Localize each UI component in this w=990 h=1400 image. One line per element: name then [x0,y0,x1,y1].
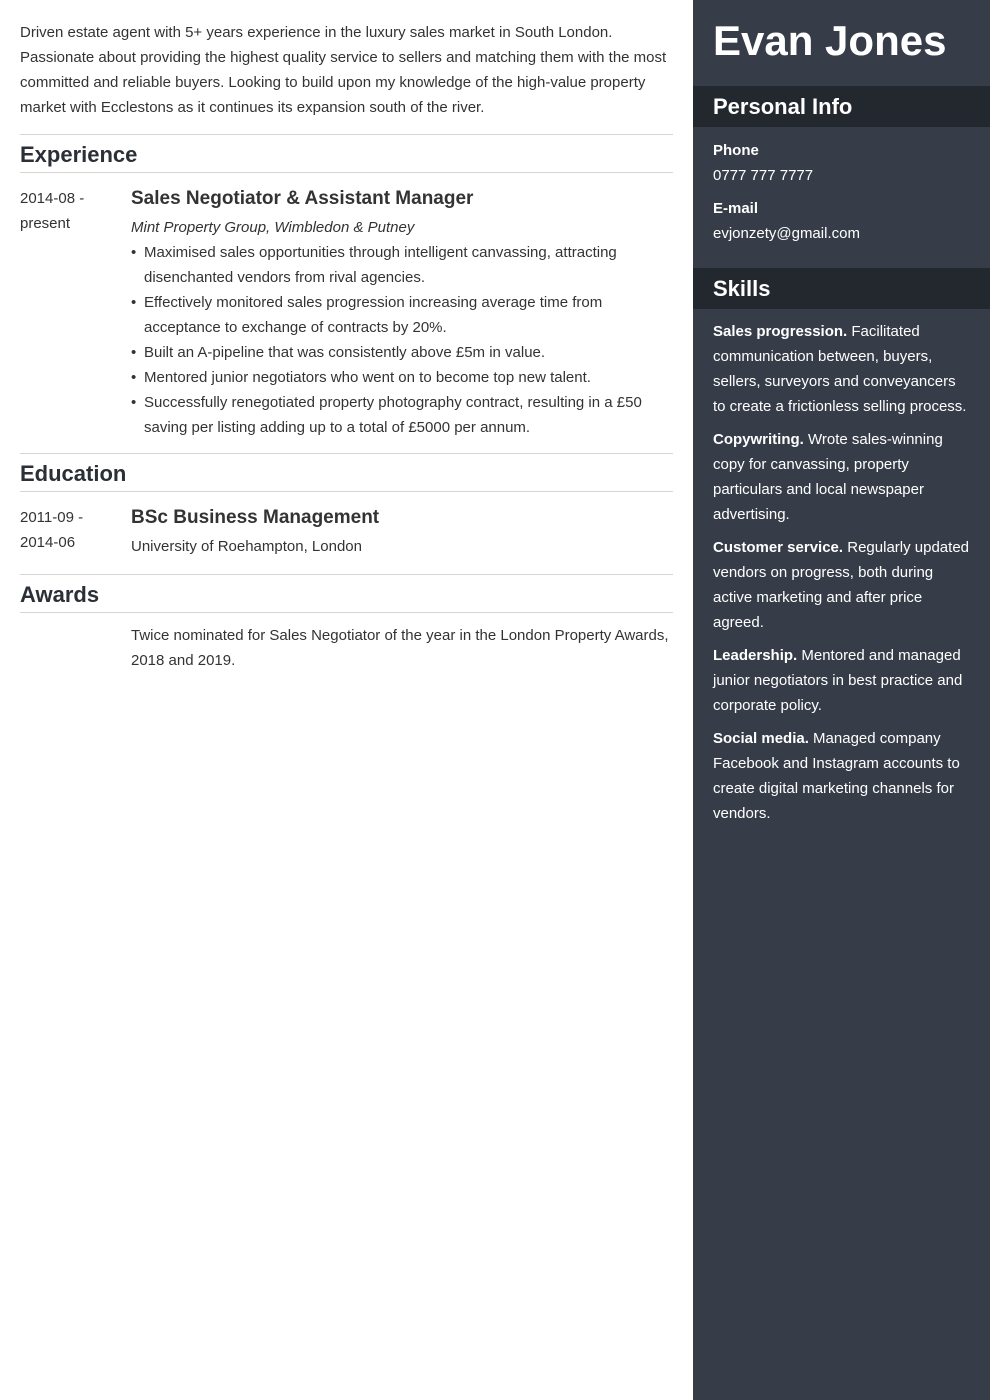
education-body [131,505,673,559]
skills-heading: Skills [693,268,990,309]
skill-item [713,643,970,718]
skill-name: Social media. [713,730,809,747]
skill-name: Sales progression. [713,323,848,340]
skill-name: Customer service. [713,539,844,556]
experience-entry [20,173,673,453]
awards-heading: Awards [20,574,673,613]
skill-item [713,726,970,826]
skill-item [713,535,970,635]
email-label: E-mail [713,200,759,217]
list-item: • Built an A-pipeline that was consistently above £5m in value. [131,340,673,365]
education-dates [20,505,131,559]
skill-name: Leadership. [713,647,798,664]
job-title: Sales Negotiator & Assistant Manager [131,188,474,209]
skill-desc: Regularly updated vendors on progress, both during active marketing and after price agreed. [713,539,970,631]
list-item: • Maximised sales opportunities through intelligent canvassing, attracting disenchanted vendors from rival agencies. [131,240,673,290]
list-item: • Effectively monitored sales progression increasing average time from acceptance to exchange of contracts by 20%. [131,290,673,340]
skills-list [693,309,990,826]
awards-text: Twice nominated for Sales Negotiator of the year in the London Property Awards, 2018 and 2019. [131,627,669,669]
sidebar [693,0,990,1400]
education-heading: Education [20,453,673,492]
education-date-start: 2011-09 - [20,509,84,526]
phone-label: Phone [713,142,759,159]
candidate-name: Evan Jones [713,17,947,64]
skill-desc: Wrote sales-winning copy for canvassing, property particulars and local newspaper advertising. [713,431,943,523]
email-value: evjonzety@gmail.com [713,225,860,242]
summary-paragraph: Driven estate agent with 5+ years experience in the luxury sales market in South London. Passionate about providing the highest quality service to sellers and matching them with the most committed and reliable buyers. Looking to build upon my knowledge of the high-value property market with Ecclestons as it continues its expansion south of the river. [20,24,667,116]
experience-date-start: 2014-08 - [20,190,85,207]
education-date-end: 2014-06 [20,534,76,551]
job-company: Mint Property Group, Wimbledon & Putney [131,219,415,236]
skill-item [713,319,970,419]
job-bullets [131,240,673,440]
phone-value: 0777 777 7777 [713,167,814,184]
education-entry [20,492,673,574]
school-name: University of Roehampton, London [131,538,362,555]
experience-heading: Experience [20,134,673,173]
degree-title: BSc Business Management [131,507,380,528]
skill-name: Copywriting. [713,431,804,448]
personal-info [693,127,990,268]
personal-info-heading: Personal Info [693,86,990,127]
skill-desc: Mentored and managed junior negotiators in best practice and corporate policy. [713,647,963,714]
list-item: • Mentored junior negotiators who went on to become top new talent. [131,365,673,390]
experience-date-end: present [20,215,71,232]
list-item: • Successfully renegotiated property photography contract, resulting in a £50 saving per listing adding up to a total of £5000 per annum. [131,390,673,440]
skill-desc: Managed company Facebook and Instagram accounts to create digital marketing channels for vendors. [713,730,960,822]
experience-dates [20,186,131,440]
experience-body [131,186,673,440]
skill-desc: Facilitated communication between, buyers, sellers, surveyors and conveyancers to create a frictionless selling process. [713,323,967,415]
skill-item [713,427,970,527]
